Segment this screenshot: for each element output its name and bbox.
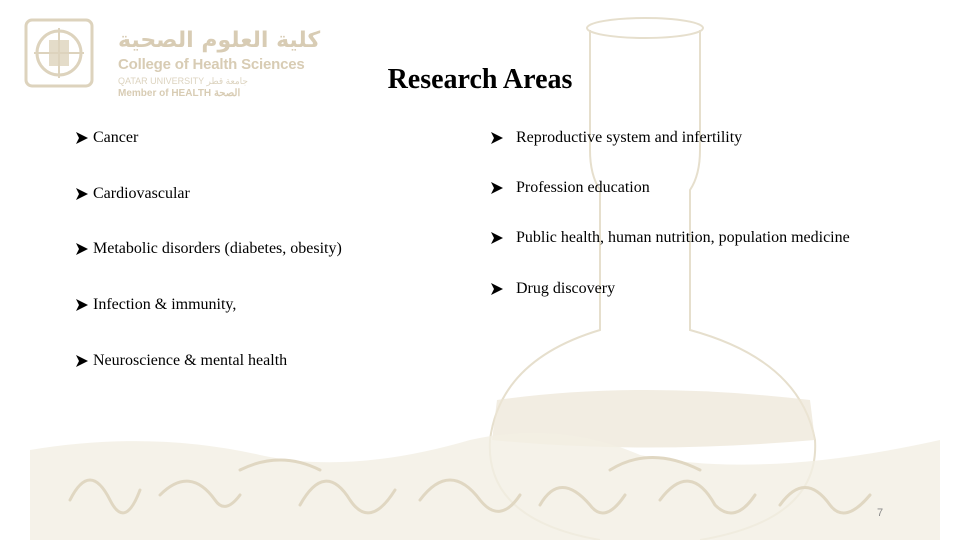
list-item-label: Cardiovascular (93, 185, 190, 202)
list-item-label: Metabolic disorders (diabetes, obesity) (93, 240, 342, 257)
list-item-label: Drug discovery (516, 280, 616, 297)
logo-health-line: Member of HEALTH الصحة (118, 88, 241, 99)
arrowhead-bullet-icon (490, 231, 504, 245)
list-item-infection (75, 295, 236, 315)
list-item-label: Neuroscience & mental health (93, 352, 288, 369)
list-item-cardiovascular (75, 184, 190, 204)
list-item-label: Cancer (93, 129, 139, 146)
list-item-metabolic (75, 239, 342, 259)
arrowhead-bullet-icon (75, 298, 89, 312)
list-item-public-health (490, 228, 850, 248)
list-item-cancer (75, 128, 138, 148)
arrowhead-bullet-icon (75, 187, 89, 201)
arrowhead-bullet-icon (490, 282, 504, 296)
list-item-label: Public health, human nutrition, population medicine (516, 229, 850, 246)
list-item-reproductive (490, 128, 742, 148)
logo-university-line: QATAR UNIVERSITY جامعة قطر (118, 76, 248, 86)
arrowhead-bullet-icon (490, 131, 504, 145)
list-item-label: Reproductive system and infertility (516, 129, 743, 146)
arrowhead-bullet-icon (490, 181, 504, 195)
list-item-drug-discovery (490, 279, 615, 299)
logo-english-name: College of Health Sciences (118, 56, 305, 73)
logo-arabic-name: كلية العلوم الصحية (118, 28, 321, 53)
arrowhead-bullet-icon (75, 242, 89, 256)
page-number: 7 (877, 507, 884, 519)
arrowhead-bullet-icon (75, 354, 89, 368)
slide-title: Research Areas (387, 64, 573, 95)
arrowhead-bullet-icon (75, 131, 89, 145)
list-item-label: Infection & immunity, (93, 296, 237, 313)
list-item-neuroscience (75, 351, 287, 371)
list-item-profession-education (490, 178, 650, 198)
list-item-label: Profession education (516, 179, 650, 196)
